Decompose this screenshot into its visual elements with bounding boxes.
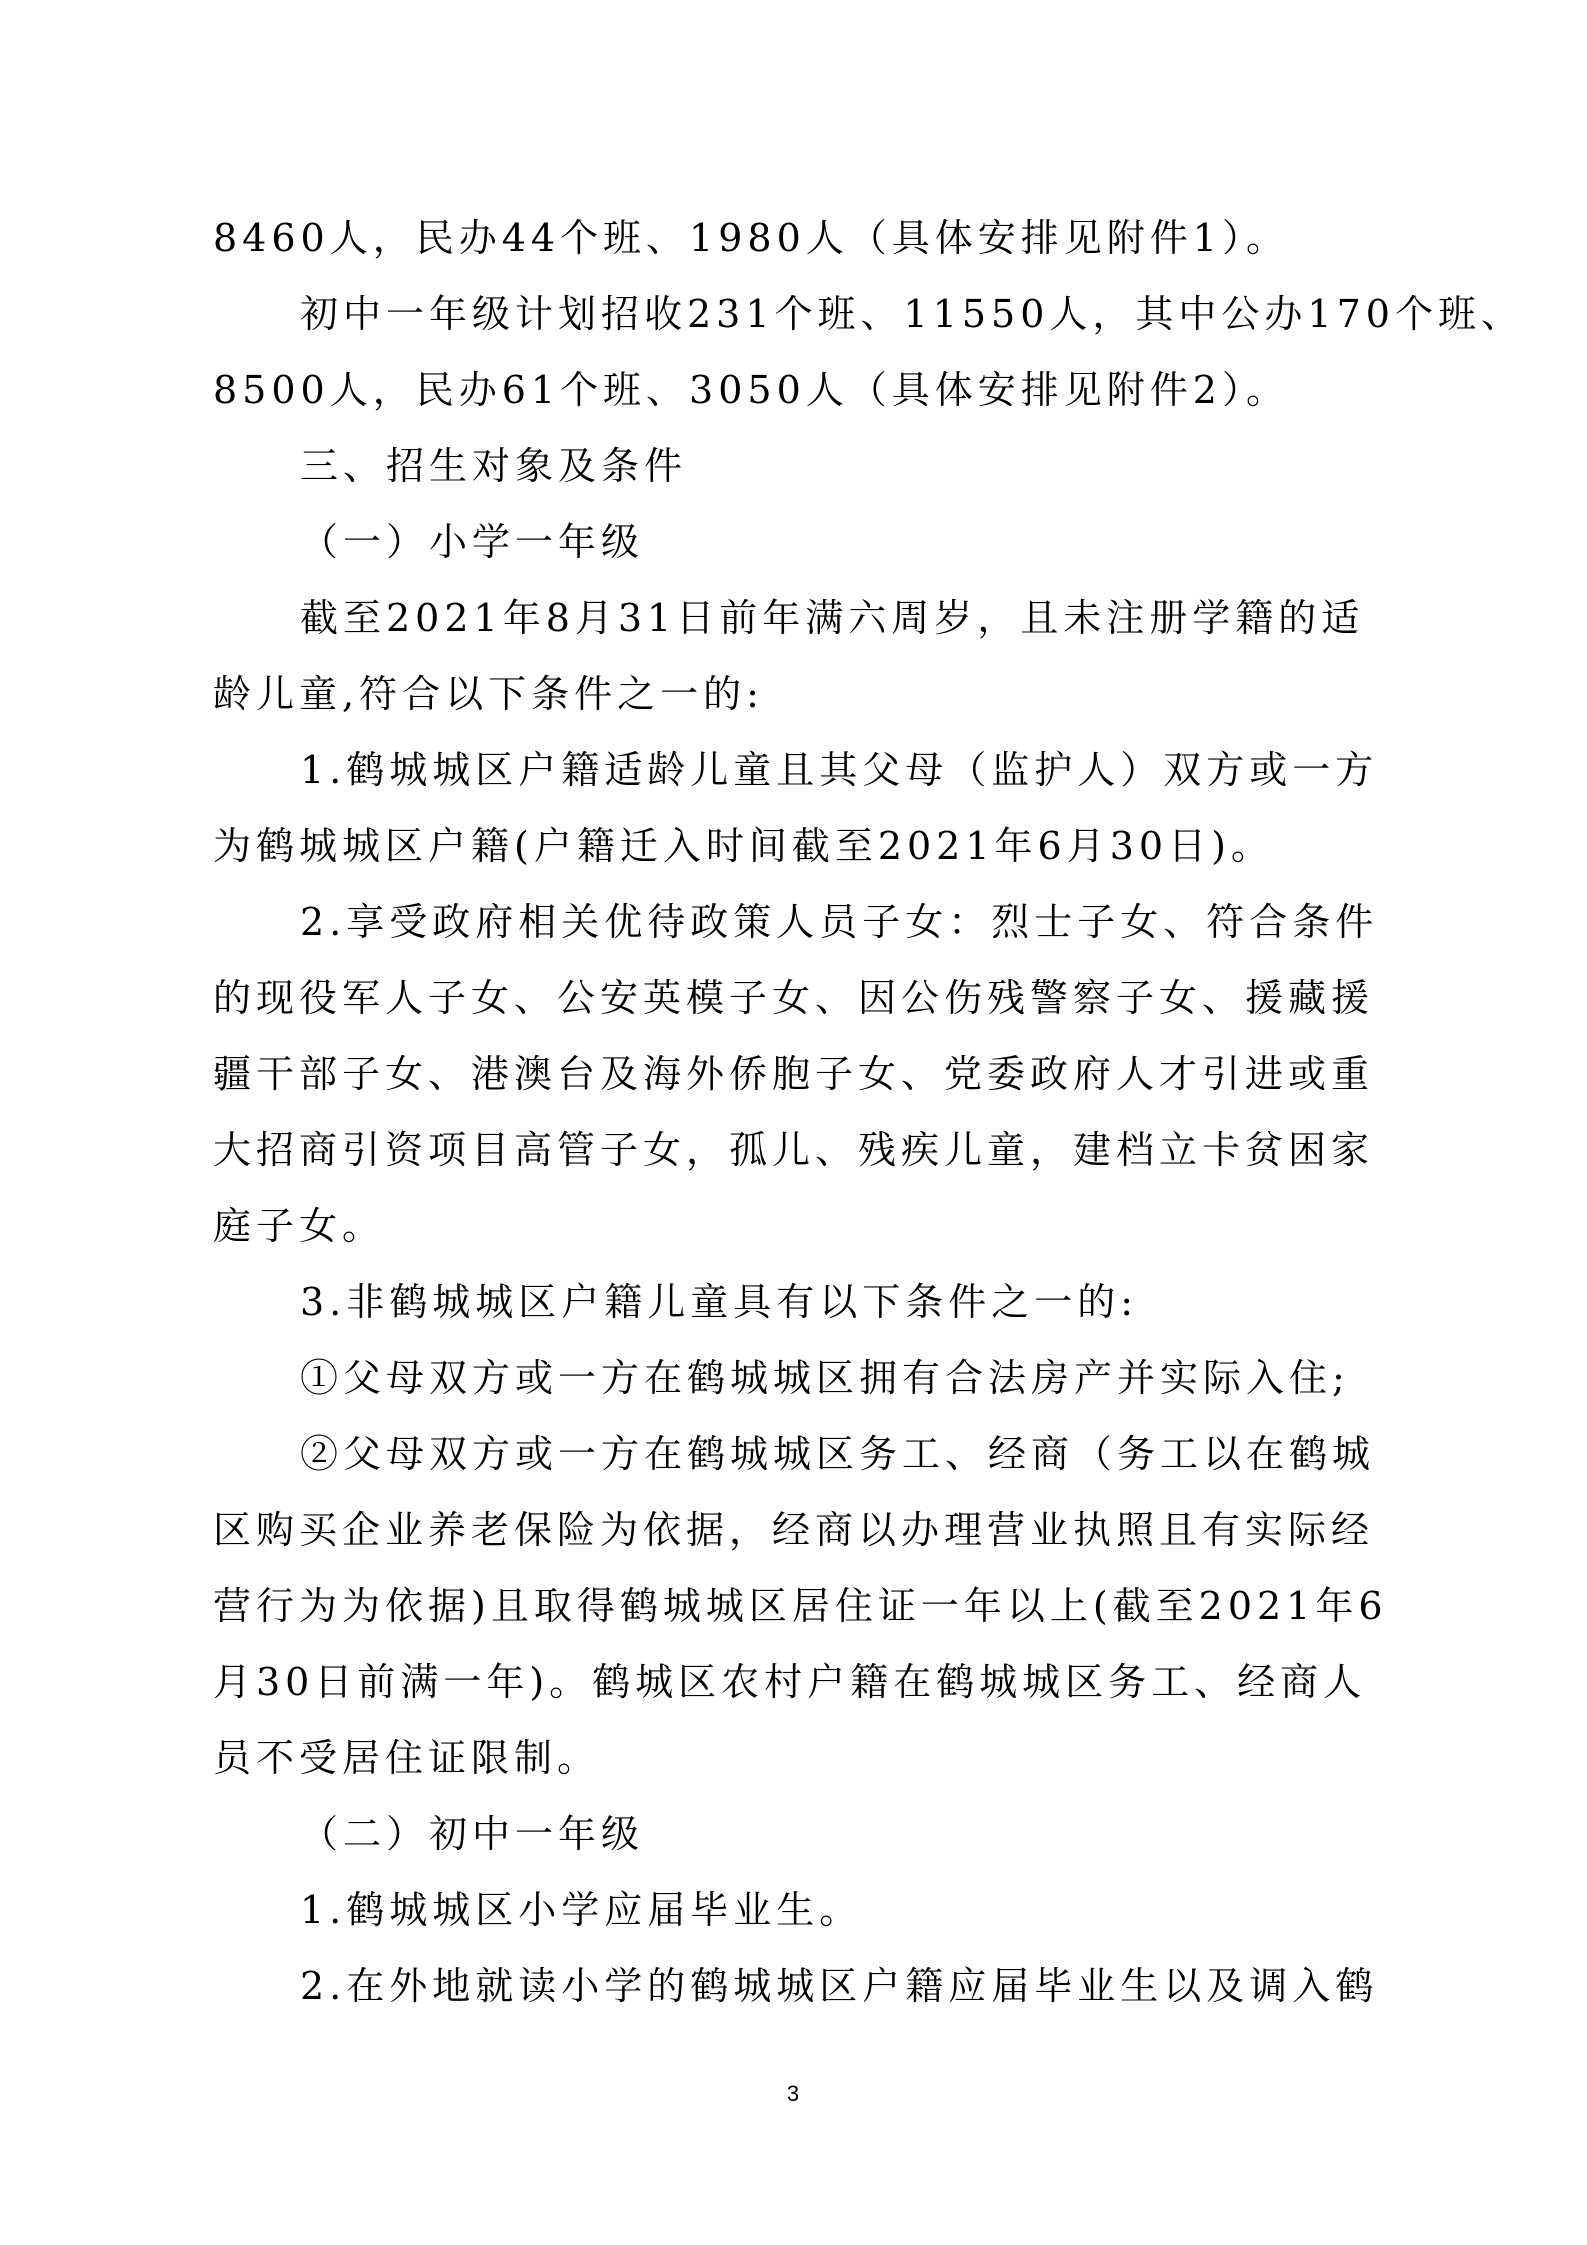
text-line: 8460人，民办44个班、1980人（具体安排见附件1）。	[213, 216, 1289, 260]
text-line: 庭子女。	[213, 1204, 386, 1248]
text-line: 1.鹤城城区小学应届毕业生。	[300, 1888, 863, 1932]
subsection-heading: （二）初中一年级	[300, 1812, 645, 1856]
text-line: 3.非鹤城城区户籍儿童具有以下条件之一的:	[300, 1280, 1139, 1324]
text-line: 员不受居住证限制。	[213, 1736, 601, 1780]
text-line: ①父母双方或一方在鹤城城区拥有合法房产并实际入住;	[300, 1356, 1350, 1400]
text-line: 的现役军人子女、公安英模子女、因公伤残警察子女、援藏援	[213, 976, 1375, 1020]
section-heading: 三、招生对象及条件	[300, 444, 688, 488]
text-line: 月30日前满一年)。鹤城区农村户籍在鹤城城区务工、经商人	[213, 1660, 1367, 1704]
text-line: 2.在外地就读小学的鹤城城区户籍应届毕业生以及调入鹤	[300, 1964, 1379, 2008]
text-line: 1.鹤城城区户籍适龄儿童且其父母（监护人）双方或一方	[300, 748, 1379, 792]
page-number: 3	[786, 2081, 800, 2106]
text-line: 大招商引资项目高管子女，孤儿、残疾儿童，建档立卡贫困家	[213, 1128, 1375, 1172]
text-line: 初中一年级计划招收231个班、11550人，其中公办170个班、	[300, 292, 1524, 336]
text-line: 龄儿童,符合以下条件之一的:	[213, 672, 764, 716]
text-line: 区购买企业养老保险为依据，经商以办理营业执照且有实际经	[213, 1508, 1375, 1552]
text-line: ②父母双方或一方在鹤城城区务工、经商（务工以在鹤城	[300, 1432, 1376, 1476]
text-line: 为鹤城城区户籍(户籍迁入时间截至2021年6月30日)。	[213, 824, 1274, 868]
text-line: 截至2021年8月31日前年满六周岁，且未注册学籍的适	[300, 596, 1365, 640]
text-line: 营行为为依据)且取得鹤城城区居住证一年以上(截至2021年6	[213, 1584, 1388, 1628]
text-line: 8500人，民办61个班、3050人（具体安排见附件2）。	[213, 368, 1289, 412]
text-line: 疆干部子女、港澳台及海外侨胞子女、党委政府人才引进或重	[213, 1052, 1375, 1096]
subsection-heading: （一）小学一年级	[300, 520, 645, 564]
text-line: 2.享受政府相关优待政策人员子女：烈士子女、符合条件	[300, 900, 1379, 944]
